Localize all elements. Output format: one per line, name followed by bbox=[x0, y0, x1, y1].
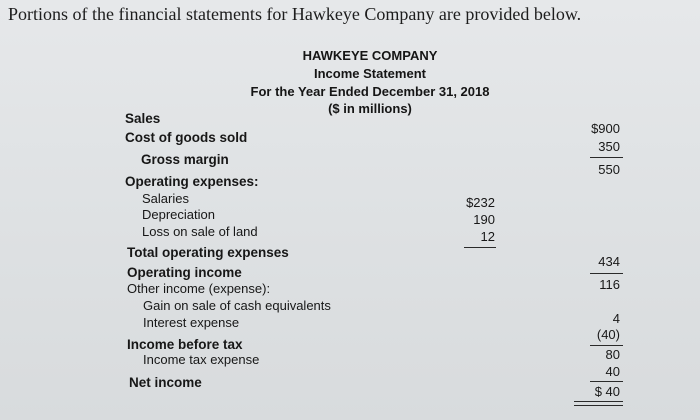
income-before-tax-label: Income before tax bbox=[127, 337, 243, 352]
income-before-tax-value: 80 bbox=[605, 347, 620, 362]
tax-underline bbox=[590, 381, 623, 382]
intro-text: Portions of the financial statements for Hawkeye Company are provided below. bbox=[8, 4, 582, 24]
gain-cash-label: Gain on sale of cash equivalents bbox=[143, 298, 331, 313]
salaries-label: Salaries bbox=[142, 191, 189, 206]
statement-title: Income Statement bbox=[314, 66, 426, 81]
loss-land-value: 12 bbox=[480, 229, 495, 244]
other-income-underline bbox=[590, 345, 623, 346]
depreciation-label: Depreciation bbox=[142, 207, 215, 222]
sales-value: $900 bbox=[591, 121, 620, 136]
operating-income-value: 116 bbox=[599, 277, 620, 292]
salaries-value: $232 bbox=[466, 195, 495, 210]
total-opex-value: 434 bbox=[598, 254, 620, 269]
opex-header-label: Operating expenses: bbox=[125, 174, 259, 189]
loss-land-label: Loss on sale of land bbox=[142, 224, 258, 239]
total-opex-label: Total operating expenses bbox=[127, 245, 289, 260]
cogs-label: Cost of goods sold bbox=[125, 130, 248, 145]
gross-margin-label: Gross margin bbox=[141, 152, 229, 167]
statement-period: For the Year Ended December 31, 2018 bbox=[250, 84, 490, 99]
net-income-double-underline bbox=[574, 401, 623, 406]
income-tax-value: 40 bbox=[605, 364, 620, 379]
income-tax-label: Income tax expense bbox=[143, 352, 260, 367]
company-name: HAWKEYE COMPANY bbox=[302, 48, 438, 63]
other-income-header-label: Other income (expense): bbox=[127, 281, 271, 296]
statement-units: ($ in millions) bbox=[328, 101, 412, 116]
interest-expense-value: (40) bbox=[596, 327, 620, 342]
depreciation-value: 190 bbox=[473, 212, 495, 227]
sales-label: Sales bbox=[125, 111, 161, 126]
interest-expense-label: Interest expense bbox=[143, 315, 240, 330]
total-opex-underline bbox=[590, 273, 623, 274]
net-income-label: Net income bbox=[129, 375, 202, 390]
gain-cash-value: 4 bbox=[612, 311, 620, 326]
cogs-underline bbox=[590, 157, 623, 158]
gross-margin-value: 550 bbox=[598, 162, 620, 177]
cogs-value: 350 bbox=[598, 139, 620, 154]
net-income-value: $ 40 bbox=[594, 384, 620, 399]
operating-income-label: Operating income bbox=[127, 265, 242, 280]
opex-subtotal-underline bbox=[464, 247, 496, 248]
